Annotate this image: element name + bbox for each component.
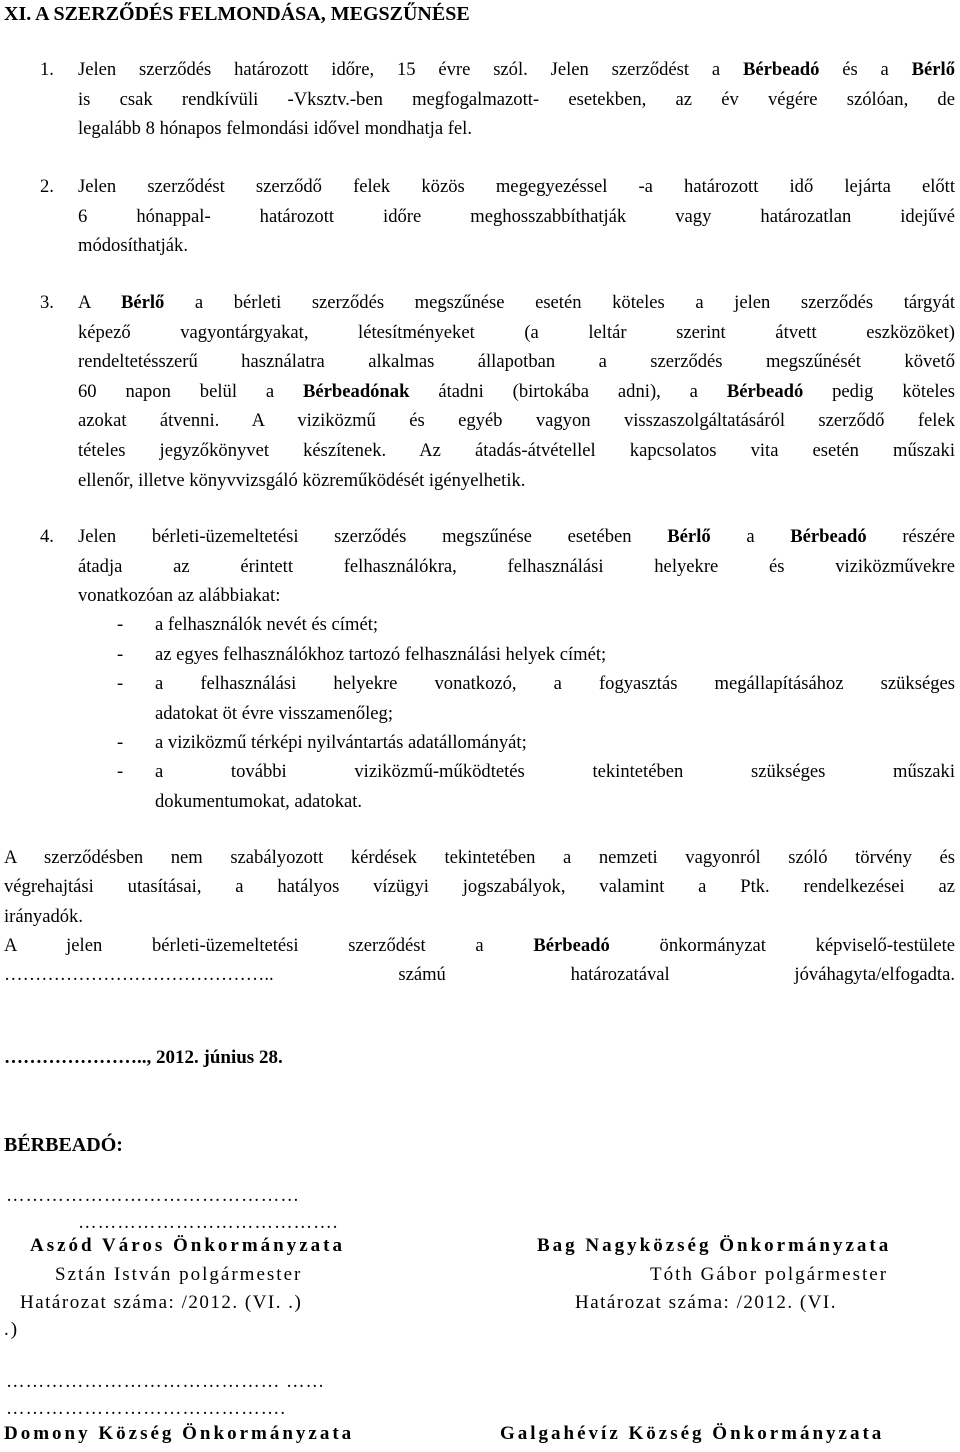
signatory-name: Bag Nagyközség Önkormányzata xyxy=(537,1235,892,1256)
signature-line: ……………………………………. xyxy=(6,1398,286,1419)
list-item: - a további viziközmű-működtetés tekintetében szükséges műszaki dokumentumokat, adatokat. xyxy=(117,761,955,812)
resolution-number: Határozat száma: /2012. (VI. .) xyxy=(20,1292,303,1313)
clause-number: 2. xyxy=(40,176,54,197)
resolution-number-continued: .) xyxy=(4,1319,20,1340)
resolution-number: Határozat száma: /2012. (VI. xyxy=(575,1292,837,1313)
clause-line: vonatkozóan az alábbiakat: xyxy=(78,585,281,607)
list-item: - a felhasználók nevét és címét; xyxy=(117,614,379,635)
list-item: - az egyes felhasználókhoz tartozó felhasználási helyek címét; xyxy=(117,644,607,665)
clause-2 xyxy=(40,172,955,261)
clause-line: átadja az érintett felhasználókra, felhasználási helyekre és viziközművekre xyxy=(78,555,955,577)
clause-line: 60 napon belül a Bérbeadónak átadni (birtokába adni), a Bérbeadó pedig köteles xyxy=(78,380,955,402)
list-item: - a felhasználási helyekre vonatkozó, a fogyasztás megállapításához szükséges adatokat öt évre visszamenőleg; xyxy=(117,673,955,724)
clause-number: 1. xyxy=(40,59,54,80)
clause-line: Jelen szerződést szerződő felek közös megegyezéssel -a határozott idő lejárta előtt xyxy=(78,176,955,197)
clause-line: Jelen szerződés határozott időre, 15 évre szól. Jelen szerződést a Bérbeadó és a Bérlő xyxy=(78,59,956,80)
clause-1 xyxy=(40,55,955,144)
clause-line: ellenőr, illetve könyvvizsgáló közreműködését igényelhetik. xyxy=(78,469,526,491)
signature-line: …………………………………. xyxy=(78,1212,339,1233)
clause-line: rendeltetésszerű használatra alkalmas állapotban a szerződés megszűnését követő xyxy=(78,351,955,373)
signing-date: ………………….., 2012. június 28. xyxy=(4,1047,283,1068)
lessor-label: BÉRBEADÓ: xyxy=(4,1134,123,1156)
clause-line: képező vagyontárgyakat, létesítményeket (a leltár szerint átvett eszközöket) xyxy=(78,321,955,343)
clause-line: azokat átvenni. A viziközmű és egyéb vagyon visszaszolgáltatásáról szerződő felek xyxy=(78,410,955,432)
signatory-name: Aszód Város Önkormányzata xyxy=(30,1235,345,1256)
clause-4 xyxy=(40,522,955,611)
clause-line: módosíthatják. xyxy=(78,235,189,257)
section-heading: XI. A SZERZŐDÉS FELMONDÁSA, MEGSZŰNÉSE xyxy=(4,3,470,25)
signatory-person: Sztán István polgármester xyxy=(55,1264,303,1285)
signature-line: …………………………………… …… xyxy=(6,1371,326,1392)
clause-line: legalább 8 hónapos felmondási idővel mondhatja fel. xyxy=(78,118,472,140)
clause-line: A Bérlő a bérleti szerződés megszűnése esetén köteles a jelen szerződés tárgyát xyxy=(78,292,955,313)
list-item: - a viziközmű térképi nyilvántartás adatállományát; xyxy=(117,732,527,753)
signatory-name: Domony Község Önkormányzata xyxy=(4,1423,355,1444)
signatory-person: Tóth Gábor polgármester xyxy=(650,1264,889,1285)
clause-line: Jelen bérleti-üzemeltetési szerződés megszűnése esetében Bérlő a Bérbeadó részére xyxy=(78,526,955,547)
clause-line: is csak rendkívüli -Vksztv.-ben megfogalmazott- esetekben, az év végére szólóan, de xyxy=(78,88,955,110)
signatory-name: Galgahévíz Község Önkormányzata xyxy=(500,1423,885,1444)
clause-line: 6 hónappal- határozott időre meghosszabbíthatják vagy határozatlan idejűvé xyxy=(78,205,955,227)
clause-line: tételes jegyzőkönyvet készítenek. Az átadás-átvétellel kapcsolatos vita esetén műszaki xyxy=(78,439,955,461)
signature-line: ……………………………………… xyxy=(6,1185,300,1206)
clause-number: 4. xyxy=(40,526,54,547)
clause-number: 3. xyxy=(40,292,54,313)
clause-3 xyxy=(40,288,955,495)
closing-paragraph: A szerződésben nem szabályozott kérdések tekintetében a nemzeti vagyonról szóló törvény és végrehajtási utasításai, a hatályos vízügyi jogszabályok, valamint a Ptk. rendelkezései az irányadók. A jelen bérleti-üzemeltetési szerződést a Bérbeadó önkormányzat képviselő-testülete …………………………………….. számú határozatával jóváhagyta/elfogadta. xyxy=(4,847,955,986)
